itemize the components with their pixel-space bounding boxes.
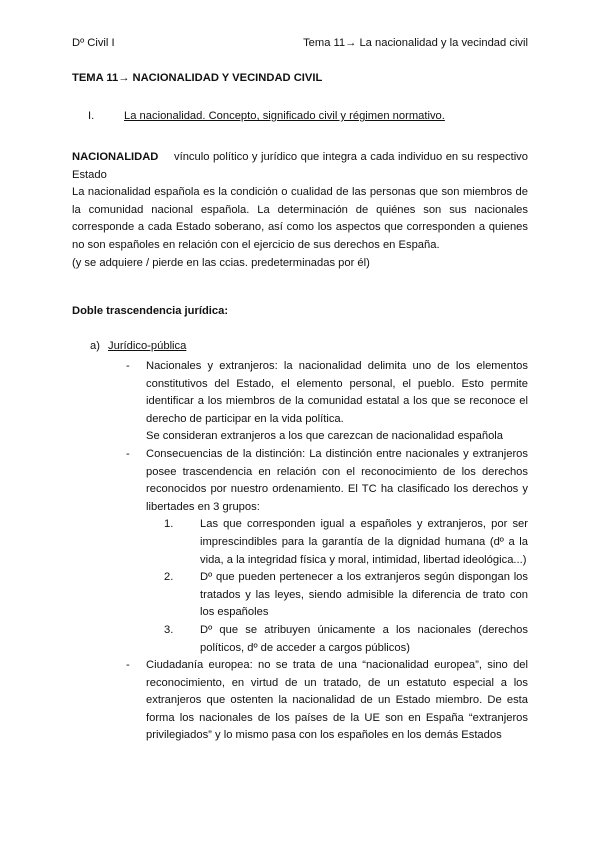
header-left: Dº Civil I (72, 37, 115, 49)
definition-term: NACIONALIDAD (72, 151, 159, 163)
subsection-title: Jurídico-pública (108, 340, 187, 352)
list-item (126, 657, 528, 745)
document-title: TEMA 11→ NACIONALIDAD Y VECINDAD CIVIL (72, 72, 323, 84)
list-item-extra: Se consideran extranjeros a los que carezcan de nacionalidad española (146, 430, 503, 443)
item-number: 2. (164, 571, 174, 584)
dash-list (126, 358, 528, 745)
definition-paragraph (72, 149, 528, 184)
subsection-a (90, 338, 186, 356)
doble-trascendencia-heading: Doble trascendencia jurídica: (72, 305, 229, 317)
item-text: Las que corresponden igual a españoles y extranjeros, por ser imprescindibles para la garantía de la dignidad humana (dº a la vida, a la integridad física y moral, intimidad, libertad ideológica...) (200, 518, 528, 566)
list-item-text: Consecuencias de la distinción: La distinción entre nacionales y extranjeros posee trascendencia en relación con el reconocimiento de los derechos reconocidos por nuestro ordenamiento. El TC ha clasificado los derechos y libertades en 3 grupos: (146, 447, 528, 513)
list-item (126, 446, 528, 657)
definition-text: vínculo político y jurídico que integra a cada individuo en su respectivo Estado (72, 151, 528, 181)
numbered-item (146, 516, 528, 569)
item-text: Dº que se atribuyen únicamente a los nacionales (derechos políticos, dº de acceder a cargos públicos) (200, 623, 528, 654)
section-heading (72, 108, 445, 126)
subsection-label: a) (90, 340, 100, 352)
list-item-text: Nacionales y extranjeros: la nacionalidad delimita uno de los elementos constitutivos del Estado, el elemento personal, el pueblo. Esto permite identificar a los miembros de la comunidad estatal a los que se reconoce el derecho de participar en la vida política. (146, 360, 528, 425)
intro-block (72, 149, 528, 272)
intro-paragraph: La nacionalidad española es la condición o cualidad de las personas que son miembros de la comunidad nacional española. La determinación de quiénes son sus nacionales corresponde a cada Estado soberano, así como los aspectos que corresponden a quienes no son españoles en relación con el ejercicio de sus derechos en España. (72, 186, 528, 251)
numbered-list (146, 516, 528, 657)
item-text: Dº que pueden pertenecer a los extranjeros según dispongan los tratados y las leyes, siendo admisible la diferencia de trato con los españoles (200, 571, 528, 619)
numbered-item (146, 569, 528, 622)
list-item-text: Ciudadanía europea: no se trata de una “nacionalidad europea”, sino del reconocimiento, en virtud de un tratado, de un estatuto especial a los extranjeros que ostenten la nacionalidad de un Estado miembro. De esta forma los nacionales de los países de la UE son en España “extranjeros privilegiados” y lo mismo pasa con los españoles en los demás Estados (146, 659, 528, 742)
section-title: La nacionalidad. Concepto, significado civil y régimen normativo. (124, 110, 445, 122)
item-number: 1. (164, 518, 174, 531)
header-right: Tema 11→ La nacionalidad y la vecindad civil (303, 37, 528, 49)
section-number: I. (88, 110, 95, 122)
dash-marker: - (126, 659, 130, 672)
numbered-item (146, 622, 528, 657)
item-number: 3. (164, 623, 174, 636)
intro-note: (y se adquiere / pierde en las ccias. predeterminadas por él) (72, 256, 370, 269)
dash-marker: - (126, 360, 130, 372)
dash-marker: - (126, 447, 130, 460)
list-item (126, 358, 528, 446)
